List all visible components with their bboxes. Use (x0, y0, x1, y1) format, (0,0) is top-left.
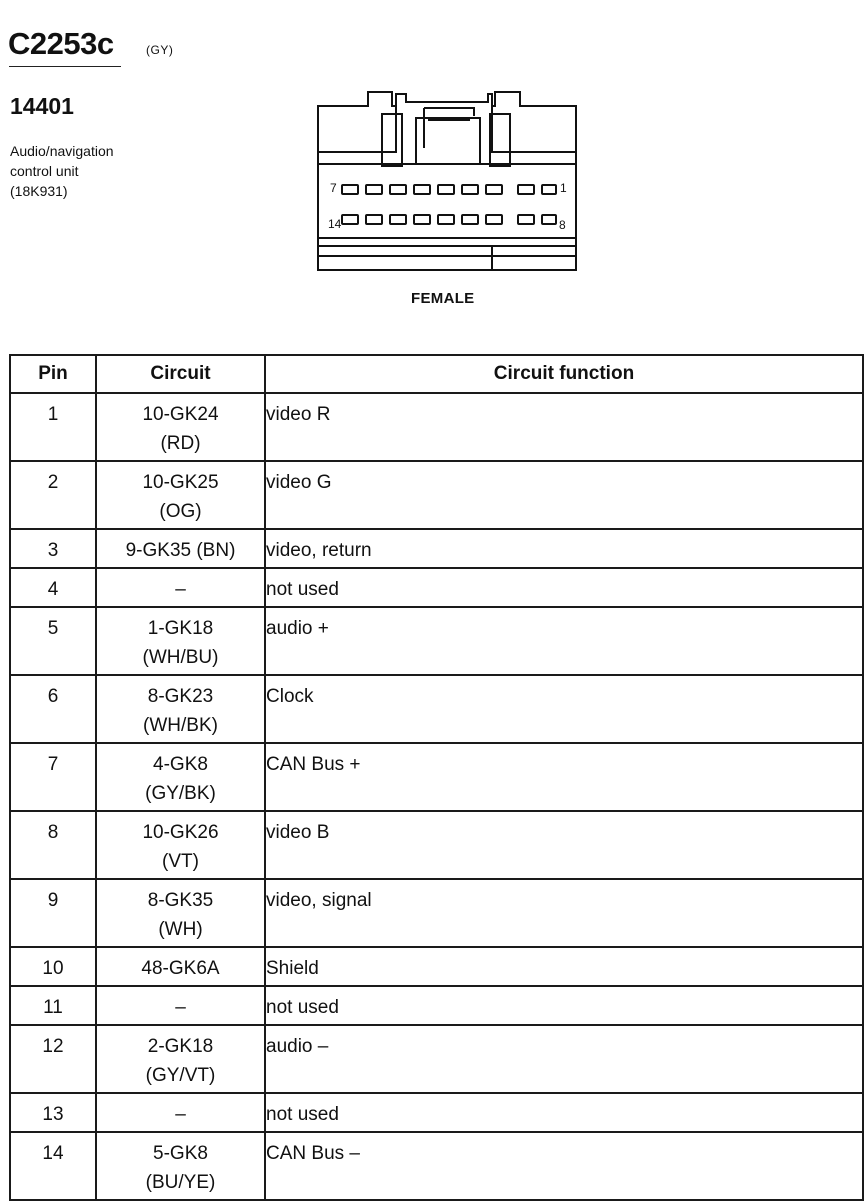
function-cell: video R (265, 393, 863, 461)
table-row (10, 811, 863, 879)
wire-color: (WH) (158, 919, 203, 940)
wire-color: (WH/BK) (143, 715, 218, 736)
function-cell: not used (265, 568, 863, 607)
circuit-id: – (175, 997, 186, 1018)
connector-gender-label: FEMALE (411, 290, 475, 307)
function-cell: video, signal (265, 879, 863, 947)
pin-cell: 4 (10, 568, 96, 607)
component-description (10, 141, 114, 201)
pin-cell: 8 (10, 811, 96, 879)
table-row (10, 743, 863, 811)
pin-cell: 2 (10, 461, 96, 529)
pin-cell: 7 (10, 743, 96, 811)
function-cell: Clock (265, 675, 863, 743)
pin-cell: 12 (10, 1025, 96, 1093)
table-row (10, 393, 863, 461)
header-circuit-function: Circuit function (265, 355, 863, 393)
pin-label-top-left: 7 (330, 181, 337, 195)
table-row (10, 1132, 863, 1200)
circuit-cell (96, 461, 265, 529)
function-cell: video, return (265, 529, 863, 568)
circuit-cell (96, 1025, 265, 1093)
pin-label-bottom-left: 14 (328, 217, 342, 231)
header-circuit: Circuit (96, 355, 265, 393)
table-row (10, 675, 863, 743)
wire-color: (BU/YE) (145, 1172, 216, 1193)
color-code: (GY) (146, 43, 174, 57)
circuit-id: – (175, 1104, 186, 1125)
pin-cell: 11 (10, 986, 96, 1025)
pin-label-bottom-right: 8 (559, 218, 566, 232)
pin-cell: 9 (10, 879, 96, 947)
circuit-cell (96, 393, 265, 461)
pin-cell: 6 (10, 675, 96, 743)
pin-cell: 13 (10, 1093, 96, 1132)
circuit-cell (96, 986, 265, 1025)
circuit-id: 5-GK8 (153, 1143, 208, 1164)
function-cell: audio + (265, 607, 863, 675)
table-header-row (10, 355, 863, 393)
table-row (10, 1025, 863, 1093)
circuit-id: 2-GK18 (147, 1036, 214, 1057)
connector-face-diagram (310, 88, 580, 278)
connector-outline-icon (310, 88, 580, 273)
table-row (10, 461, 863, 529)
description-line: control unit (10, 163, 79, 179)
circuit-id: 48-GK6A (141, 958, 220, 979)
circuit-id: – (175, 579, 186, 600)
function-cell: not used (265, 1093, 863, 1132)
table-row (10, 607, 863, 675)
function-cell: video B (265, 811, 863, 879)
pin-cell: 10 (10, 947, 96, 986)
table-row (10, 529, 863, 568)
wire-color: (GY/BK) (145, 783, 216, 804)
circuit-id: 9-GK35 (BN) (125, 540, 236, 561)
circuit-cell (96, 607, 265, 675)
circuit-id: 1-GK18 (147, 618, 214, 639)
circuit-id: 8-GK23 (147, 686, 214, 707)
circuit-id: 10-GK26 (142, 822, 219, 843)
pin-cell: 5 (10, 607, 96, 675)
wire-color: (RD) (160, 433, 201, 454)
function-cell: Shield (265, 947, 863, 986)
circuit-cell (96, 529, 265, 568)
table-row (10, 1093, 863, 1132)
function-cell: not used (265, 986, 863, 1025)
function-cell: CAN Bus + (265, 743, 863, 811)
circuit-cell (96, 879, 265, 947)
circuit-cell (96, 1093, 265, 1132)
table-row (10, 947, 863, 986)
wire-color: (GY/VT) (145, 1065, 216, 1086)
wire-color: (VT) (162, 851, 199, 872)
function-cell: video G (265, 461, 863, 529)
pin-cell: 14 (10, 1132, 96, 1200)
circuit-cell (96, 947, 265, 986)
pin-cell: 1 (10, 393, 96, 461)
description-line: Audio/navigation (10, 143, 114, 159)
circuit-id: 8-GK35 (147, 890, 214, 911)
circuit-cell (96, 1132, 265, 1200)
table-row (10, 568, 863, 607)
pin-table (9, 354, 864, 1201)
circuit-cell (96, 743, 265, 811)
circuit-id: 10-GK24 (142, 404, 219, 425)
description-line: (18K931) (10, 183, 68, 199)
title-underline (9, 66, 121, 67)
pin-cell: 3 (10, 529, 96, 568)
function-cell: audio – (265, 1025, 863, 1093)
table-row (10, 986, 863, 1025)
part-number: 14401 (10, 93, 74, 119)
circuit-cell (96, 811, 265, 879)
table-row (10, 879, 863, 947)
wire-color: (WH/BU) (142, 647, 219, 668)
circuit-cell (96, 568, 265, 607)
circuit-id: 4-GK8 (153, 754, 208, 775)
function-cell: CAN Bus – (265, 1132, 863, 1200)
circuit-cell (96, 675, 265, 743)
wire-color: (OG) (159, 501, 202, 522)
pin-label-top-right: 1 (560, 181, 567, 195)
header-pin: Pin (10, 355, 96, 393)
circuit-id: 10-GK25 (142, 472, 219, 493)
connector-id: C2253c (8, 26, 114, 61)
